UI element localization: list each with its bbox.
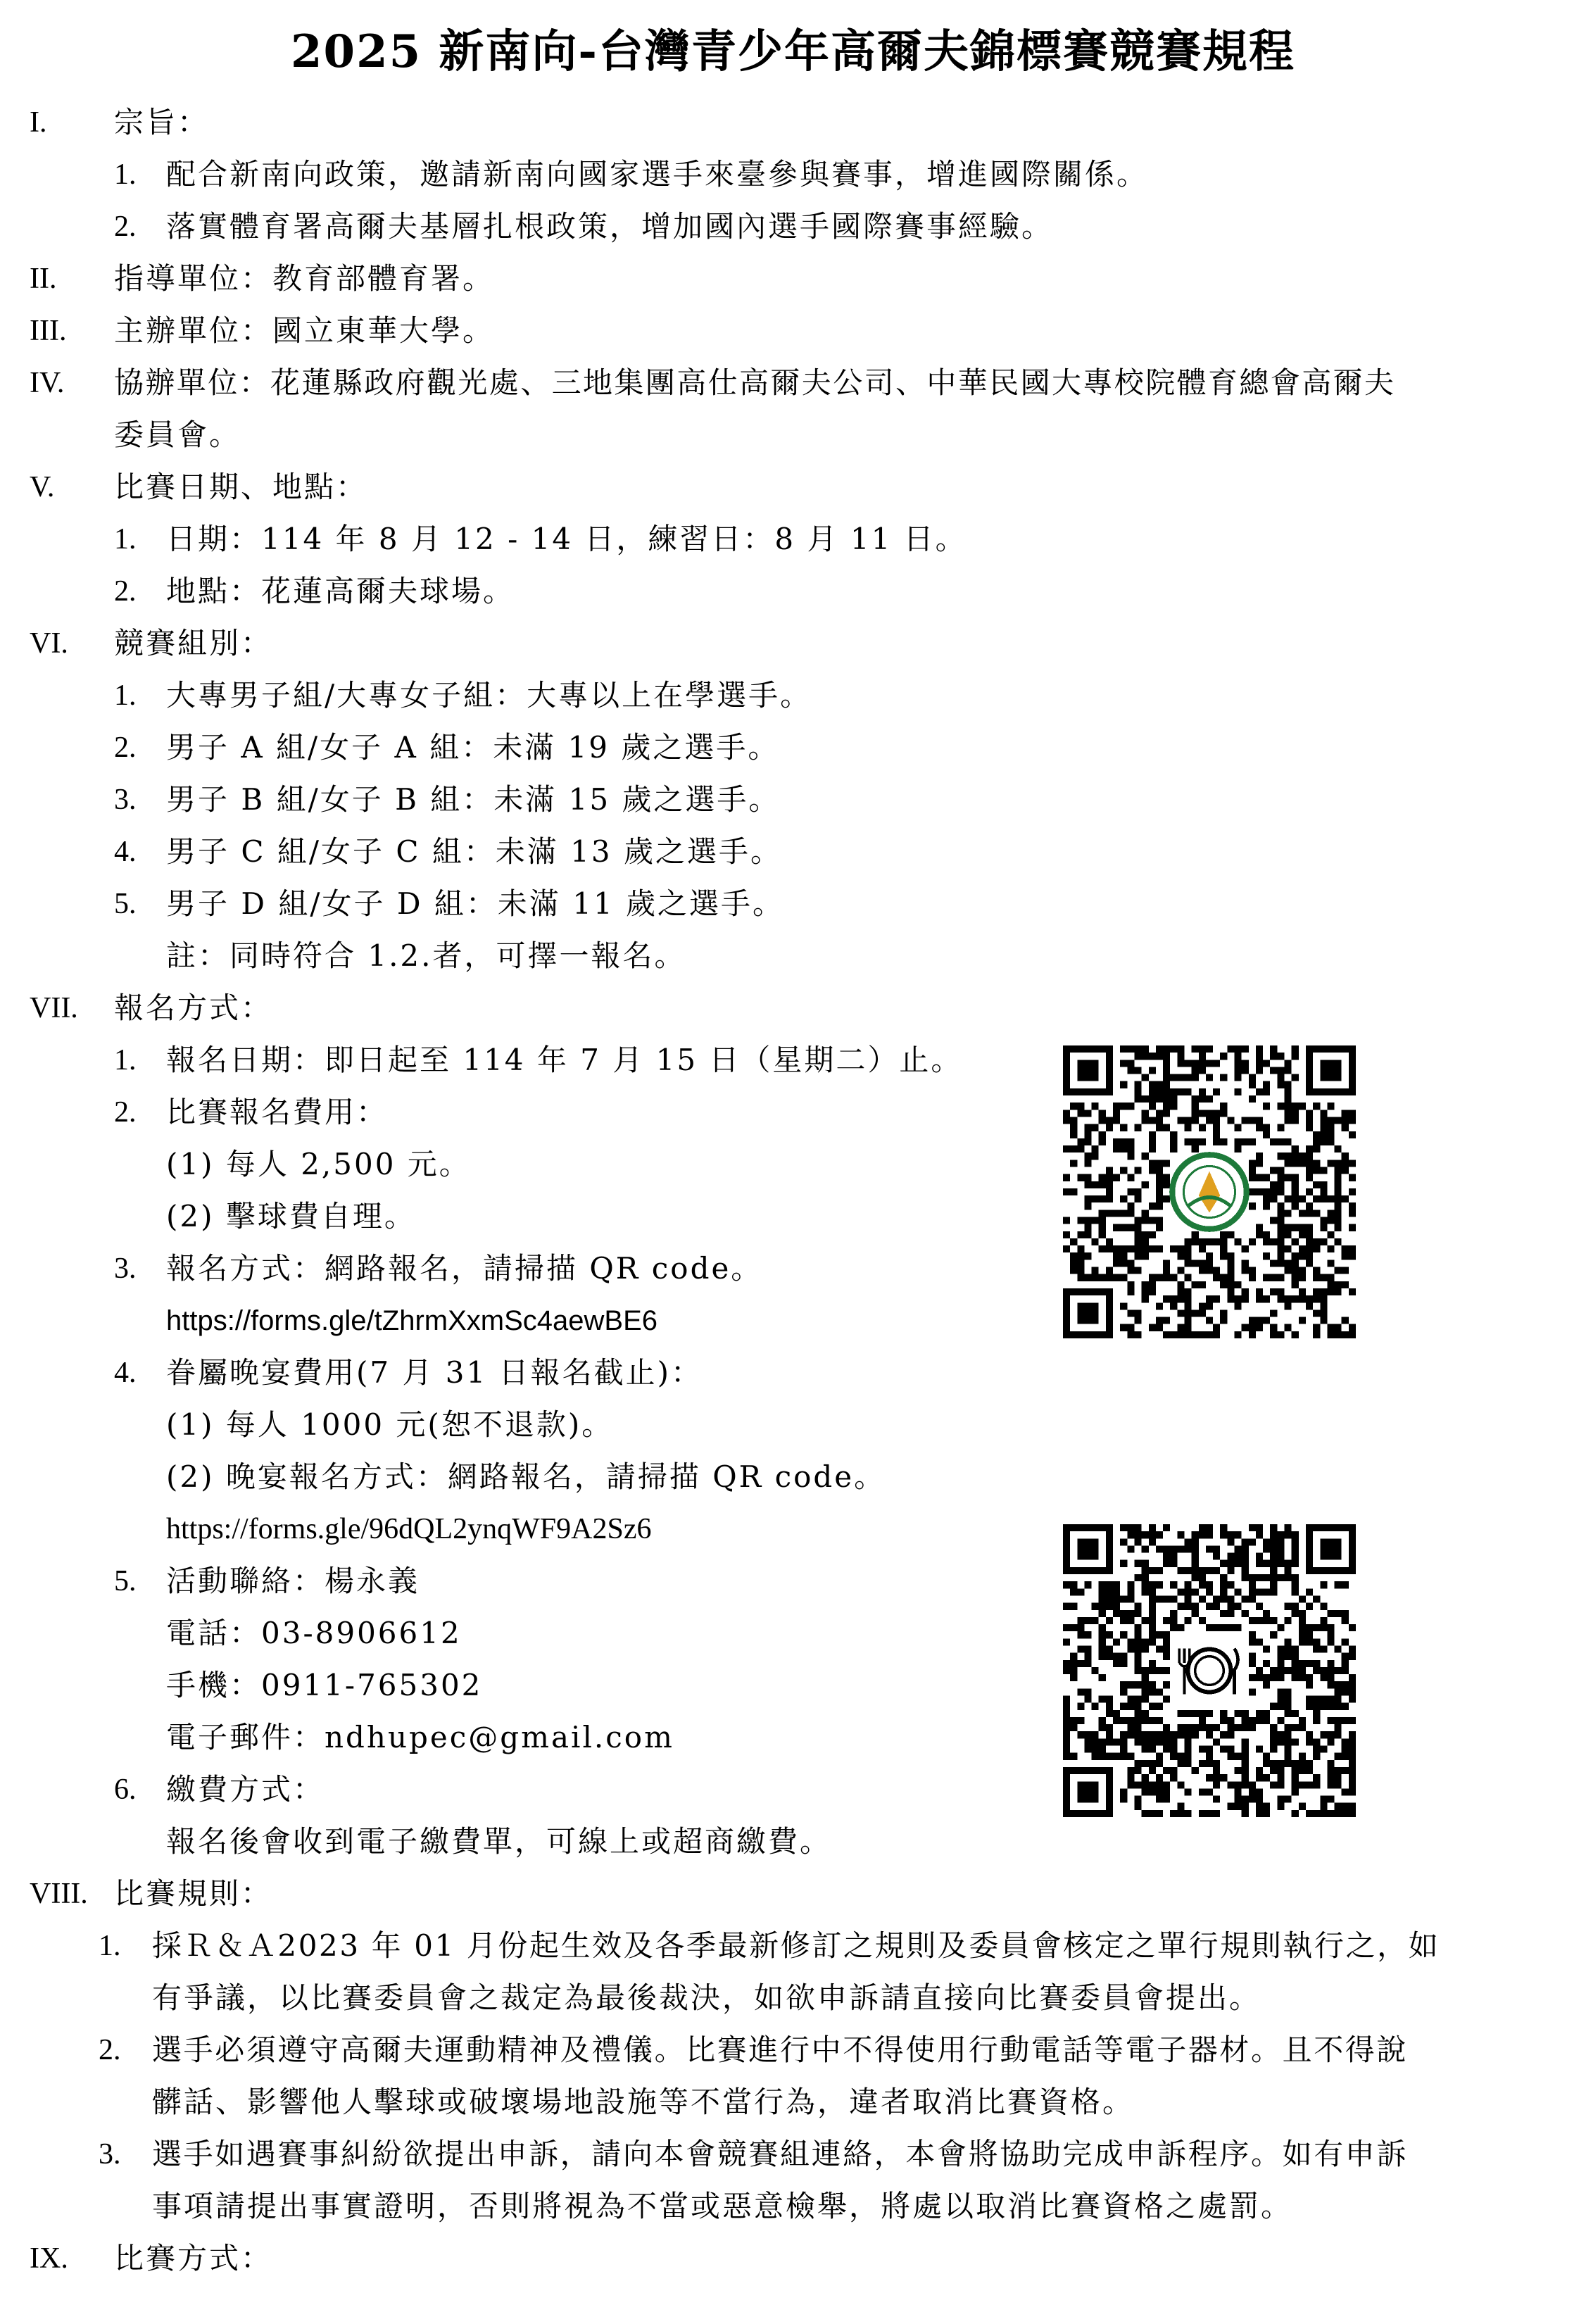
item-number: 1.	[114, 158, 137, 191]
section-number: III.	[30, 315, 67, 347]
qr-code-graphic	[1063, 1045, 1356, 1338]
contact-phone: 電話：03-8906612	[166, 1616, 462, 1650]
section-heading: 比賽方式：	[114, 2241, 273, 2275]
section-heading-continued: 委員會。	[114, 417, 241, 452]
section-note: 註：同時符合 1.2.者，可擇一報名。	[166, 938, 686, 973]
item-number: 2.	[114, 1096, 137, 1129]
item-number: 4.	[114, 1357, 137, 1389]
document-title: 2025 新南向-台灣青少年高爾夫錦標賽競賽規程	[291, 25, 1295, 78]
item-number: 6.	[114, 1773, 137, 1806]
sub-item-text: (2) 晚宴報名方式：網路報名，請掃描 QR code。	[166, 1459, 886, 1494]
contact-mobile: 手機：0911-765302	[166, 1668, 483, 1702]
item-text: 選手如遇賽事糾紛欲提出申訴，請向本會競賽組連絡，本會將協助完成申訴程序。如有申訴	[152, 2137, 1409, 2171]
item-number: 3.	[114, 1252, 137, 1285]
section-heading: 協辦單位：花蓮縣政府觀光處、三地集團高仕高爾夫公司、中華民國大專校院體育總會高爾夫	[114, 365, 1396, 400]
registration-url[interactable]: https://forms.gle/tZhrmXxmSc4aewBE6	[166, 1305, 658, 1336]
item-text: 活動聯絡：楊永義	[166, 1564, 420, 1598]
dining-icon	[1170, 1631, 1249, 1710]
section-number: VIII.	[30, 1878, 88, 1910]
item-text: 男子 B 組/女子 B 組：未滿 15 歲之選手。	[166, 782, 781, 817]
section-number: VII.	[30, 992, 78, 1024]
section-number: IV.	[30, 367, 65, 399]
sub-item-text: (1) 每人 1000 元(恕不退款)。	[166, 1407, 614, 1442]
item-number: 2.	[114, 731, 137, 764]
section-number: IX.	[30, 2242, 68, 2275]
item-text: 大專男子組/大專女子組：大專以上在學選手。	[166, 678, 812, 712]
item-text-continued: 事項請提出事實證明，否則將視為不當或惡意檢舉，將處以取消比賽資格之處罰。	[152, 2189, 1293, 2223]
section-heading: 競賽組別：	[114, 626, 273, 660]
item-number: 3.	[114, 784, 137, 816]
item-text: 落實體育署高爾夫基層扎根政策，增加國內選手國際賽事經驗。	[166, 209, 1054, 244]
item-number: 1.	[114, 679, 137, 712]
item-text: 日期：114 年 8 月 12 - 14 日，練習日：8 月 11 日。	[166, 522, 967, 556]
item-text: 選手必須遵守高爾夫運動精神及禮儀。比賽進行中不得使用行動電話等電子器材。且不得說	[152, 2033, 1409, 2067]
section-heading: 主辦單位：國立東華大學。	[114, 313, 495, 348]
section-number: VI.	[30, 627, 68, 660]
item-text: 採Ｒ＆Ａ2023 年 01 月份起生效及各季最新修訂之規則及委員會核定之單行規則執行之，如	[152, 1928, 1440, 1963]
item-number: 2.	[99, 2034, 121, 2066]
item-text: 報名日期：即日起至 114 年 7 月 15 日（星期二）止。	[166, 1043, 963, 1077]
item-text: 男子 C 組/女子 C 組：未滿 13 歲之選手。	[166, 834, 782, 869]
section-heading: 比賽規則：	[114, 1876, 273, 1911]
contact-email[interactable]: 電子郵件：ndhupec@gmail.com	[166, 1720, 674, 1754]
item-number: 1.	[114, 1044, 137, 1076]
sub-item-text: (2) 擊球費自理。	[166, 1199, 416, 1233]
qr-code-graphic	[1063, 1524, 1356, 1817]
item-text: 繳費方式：	[166, 1772, 325, 1807]
payment-detail: 報名後會收到電子繳費單，可線上或超商繳費。	[166, 1824, 832, 1859]
item-text: 地點：花蓮高爾夫球場。	[166, 574, 515, 608]
registration-qr-code[interactable]	[1063, 1045, 1356, 1338]
university-logo-icon	[1172, 1155, 1247, 1229]
item-number: 2.	[114, 575, 137, 608]
item-text: 眷屬晚宴費用(7 月 31 日報名截止)：	[166, 1355, 703, 1390]
section-heading: 宗旨：	[114, 105, 210, 139]
section-heading: 指導單位：教育部體育署。	[114, 261, 495, 296]
item-text: 男子 A 組/女子 A 組：未滿 19 歲之選手。	[166, 730, 780, 765]
item-text: 男子 D 組/女子 D 組：未滿 11 歲之選手。	[166, 886, 785, 921]
item-number: 1.	[99, 1930, 121, 1962]
section-number: II.	[30, 263, 57, 295]
item-text-continued: 有爭議，以比賽委員會之裁定為最後裁決，如欲申訴請直接向比賽委員會提出。	[152, 1980, 1261, 2015]
item-text: 配合新南向政策，邀請新南向國家選手來臺參與賽事，增進國際關係。	[166, 157, 1149, 191]
item-text: 比賽報名費用：	[166, 1095, 389, 1129]
item-number: 2.	[114, 211, 137, 243]
item-number: 5.	[114, 888, 137, 920]
item-text-continued: 髒話、影響他人擊球或破壞場地設施等不當行為，違者取消比賽資格。	[152, 2085, 1135, 2119]
section-number: V.	[30, 471, 55, 503]
section-number: I.	[30, 106, 47, 139]
item-number: 5.	[114, 1565, 137, 1597]
item-number: 1.	[114, 523, 137, 555]
item-text: 報名方式：網路報名，請掃描 QR code。	[166, 1251, 763, 1286]
section-heading: 報名方式：	[114, 991, 273, 1025]
banquet-url[interactable]: https://forms.gle/96dQL2ynqWF9A2Sz6	[166, 1513, 652, 1545]
banquet-qr-code[interactable]	[1063, 1524, 1356, 1817]
sub-item-text: (1) 每人 2,500 元。	[166, 1147, 471, 1181]
item-number: 3.	[99, 2138, 121, 2171]
item-number: 4.	[114, 836, 137, 868]
section-heading: 比賽日期、地點：	[114, 470, 368, 504]
